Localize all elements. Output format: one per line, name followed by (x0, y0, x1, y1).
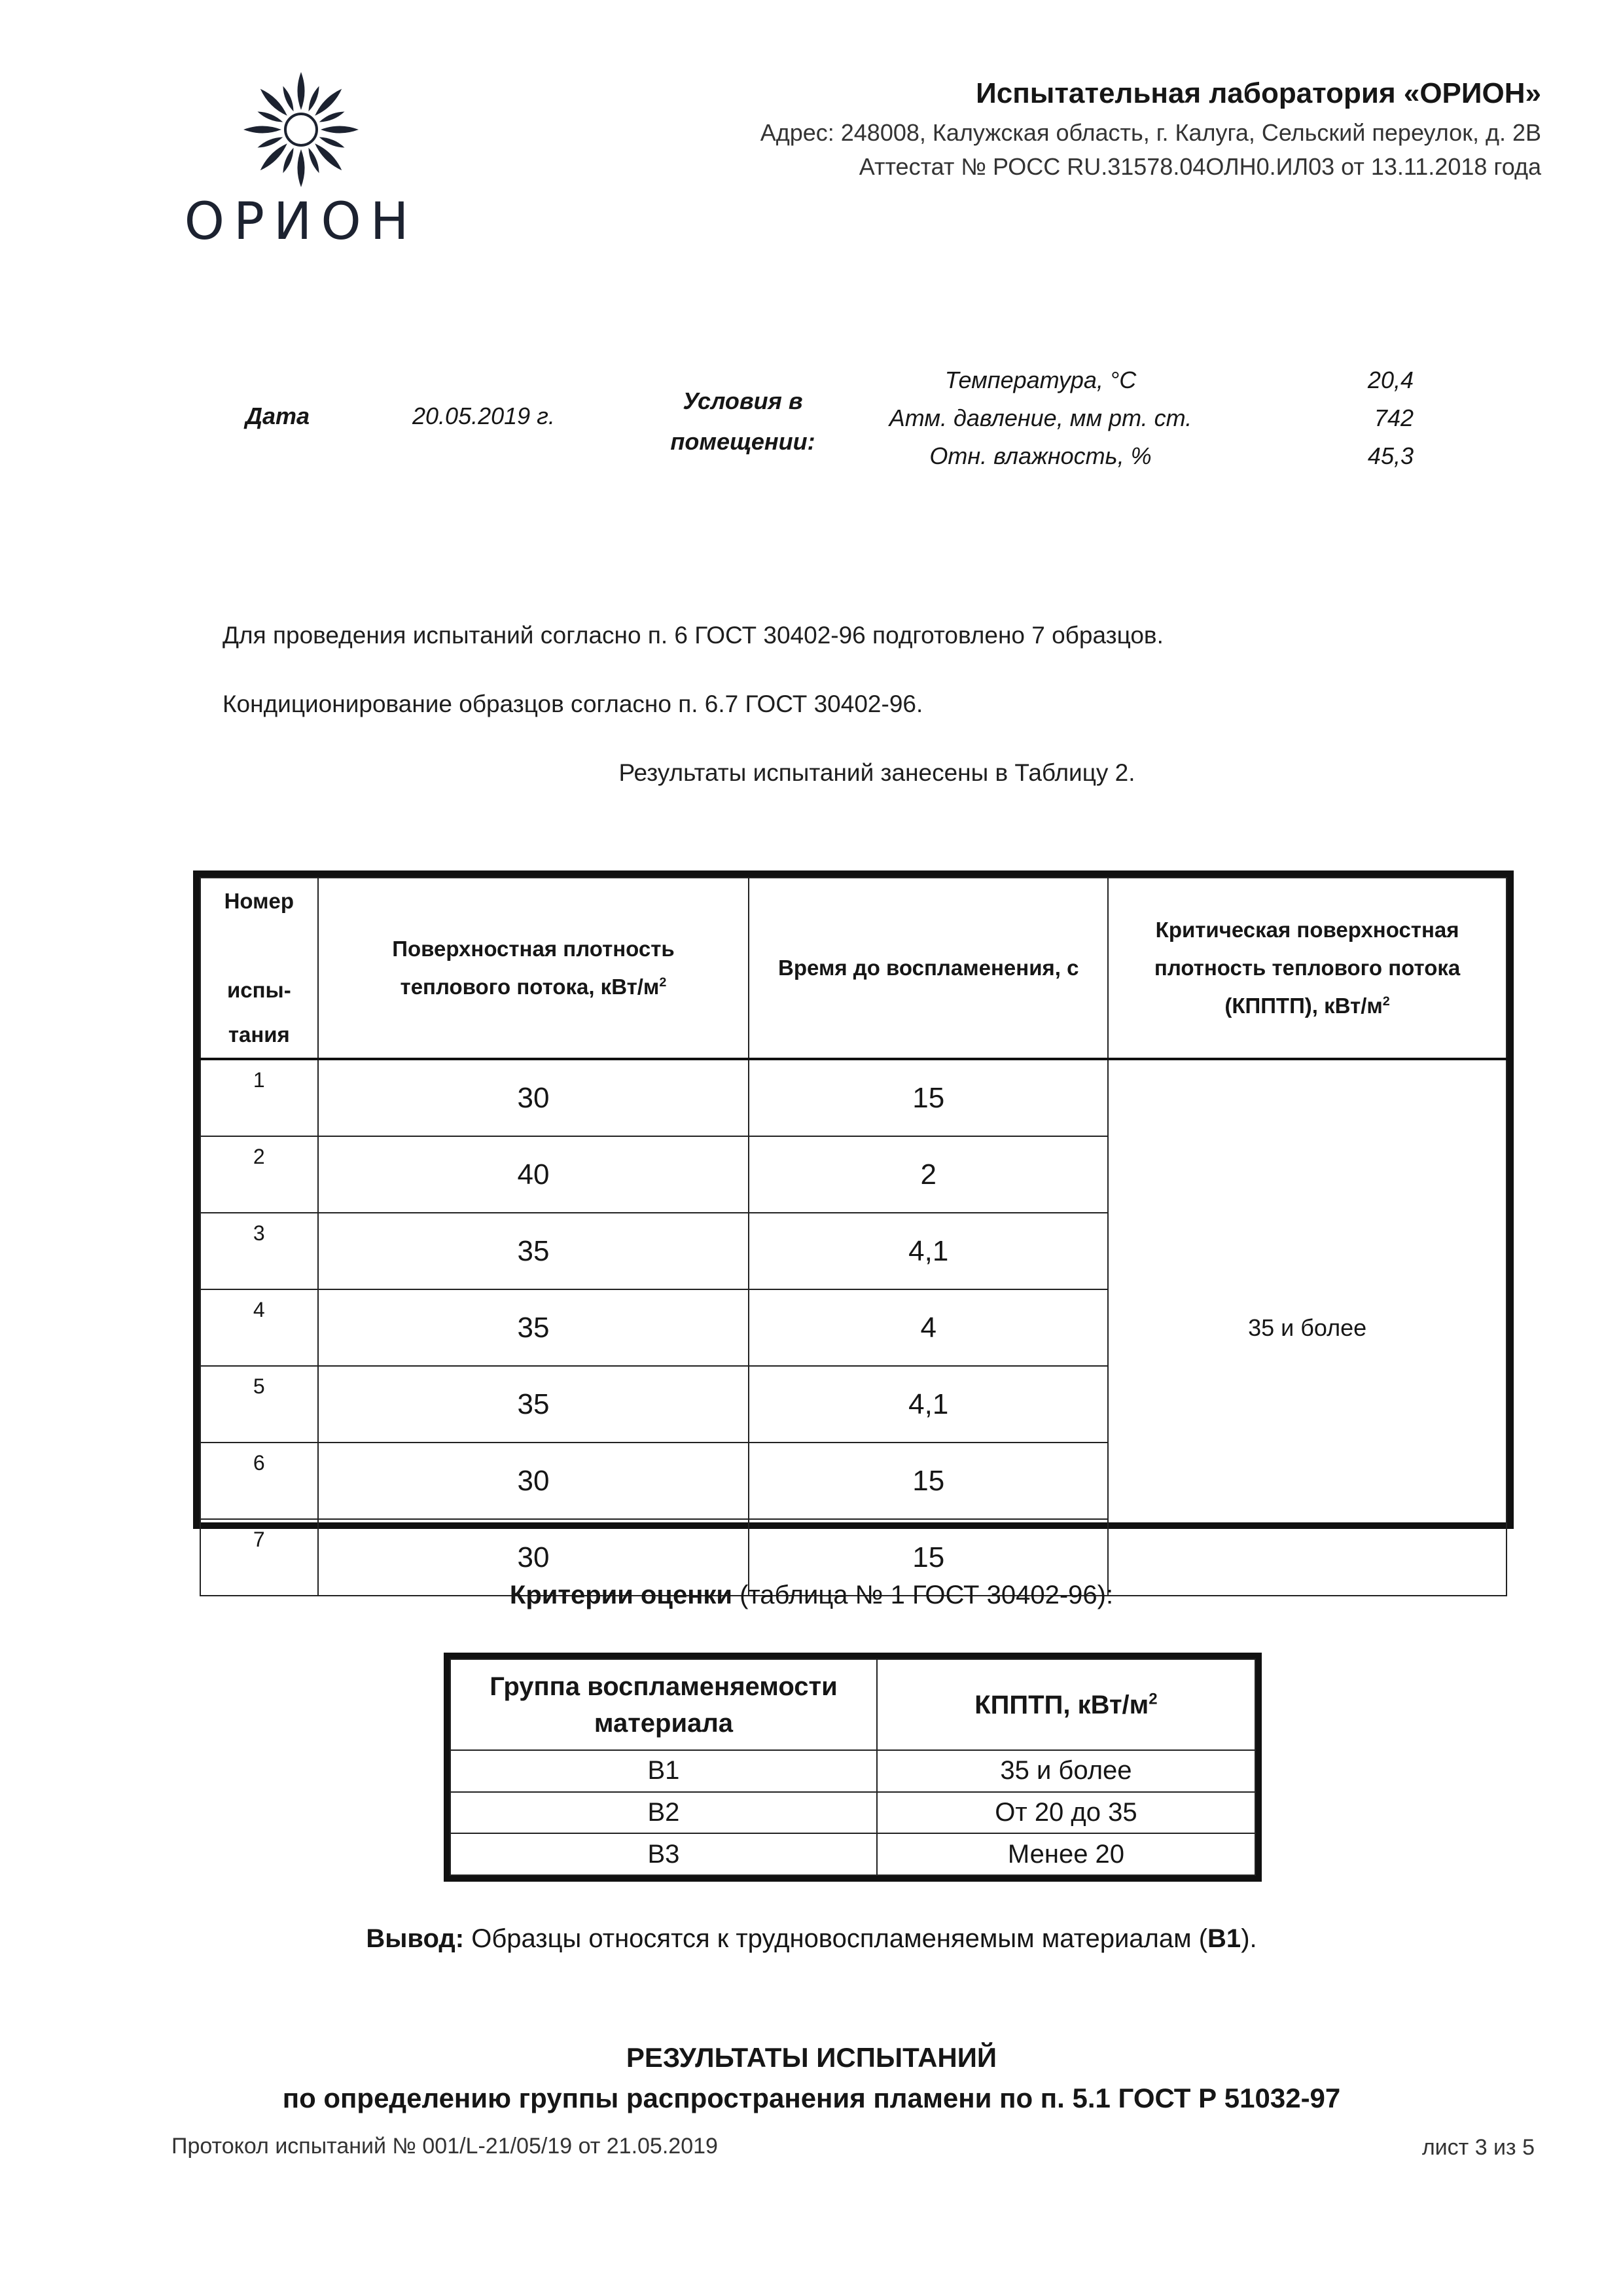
kpptp-cell: От 20 до 35 (877, 1792, 1255, 1834)
ignition-time-cell: 15 (749, 1519, 1108, 1596)
humidity-value: 45,3 (1367, 442, 1414, 469)
orion-logo (177, 72, 425, 249)
ignition-time-cell: 15 (749, 1443, 1108, 1519)
test-number-cell: 5 (200, 1366, 318, 1443)
test-number-cell: 6 (200, 1443, 318, 1519)
test-number-cell: 4 (200, 1289, 318, 1366)
logo-petal (243, 126, 281, 134)
heat-flux-cell: 30 (318, 1443, 749, 1519)
ignition-time-cell: 4,1 (749, 1213, 1108, 1289)
lab-certificate: Аттестат № РОСС RU.31578.04ОЛН0.ИЛ03 от 13.11.2018 года (859, 153, 1541, 180)
header-critical-density: Критическая поверхностная плотность теплового потока (КППТП), кВт/$м^2$ (1108, 878, 1507, 1059)
samples-prepared-text: Для проведения испытаний согласно п. 6 ГОСТ 30402-96 подготовлено 7 образцов. (223, 622, 1164, 649)
ignition-time-cell: 4,1 (749, 1366, 1108, 1443)
ignition-time-cell: 15 (749, 1059, 1108, 1136)
header-ignition-time: Время до воспламенения, с (749, 878, 1108, 1059)
page-number: лист 3 из 5 (1421, 2135, 1535, 2160)
header-test-number: Номер испы- тания (200, 878, 318, 1059)
criteria-table (444, 1653, 1262, 1882)
criteria-title: Критерии оценки (таблица № 1 ГОСТ 30402-96): (509, 1581, 1114, 1609)
critical-density-cell: 35 и более (1108, 1059, 1507, 1596)
date-value: 20.05.2019 г. (412, 403, 555, 429)
ignition-time-cell: 4 (749, 1289, 1108, 1366)
section-subtitle: по определению группы распространения пламени по п. 5.1 ГОСТ Р 51032-97 (282, 2083, 1341, 2113)
kpptp-cell: Менее 20 (877, 1833, 1255, 1875)
results-table (193, 870, 1514, 1573)
test-number-cell: 2 (200, 1136, 318, 1213)
test-number-cell: 1 (200, 1059, 318, 1136)
pressure-value: 742 (1374, 404, 1414, 431)
heat-flux-cell: 35 (318, 1366, 749, 1443)
test-number-cell: 3 (200, 1213, 318, 1289)
humidity-label: Отн. влажность, % (929, 442, 1152, 469)
group-cell: В2 (450, 1792, 877, 1834)
criteria-header-row (450, 1659, 1255, 1750)
heat-flux-cell: 30 (318, 1059, 749, 1136)
test-number-cell: 7 (200, 1519, 318, 1596)
results-header-row (200, 878, 1507, 1059)
kpptp-cell: 35 и более (877, 1750, 1255, 1792)
protocol-footer: Протокол испытаний № 001/L-21/05/19 от 21.05.2019 (171, 2134, 718, 2159)
logo-petal (298, 149, 305, 187)
date-label: Дата (245, 403, 310, 429)
criteria-row (450, 1833, 1255, 1875)
section-title: РЕЗУЛЬТАТЫ ИСПЫТАНИЙ (626, 2042, 997, 2073)
results-note-text: Результаты испытаний занесены в Таблицу 2. (618, 759, 1135, 786)
lab-title: Испытательная лаборатория «ОРИОН» (976, 77, 1541, 109)
heat-flux-cell: 40 (318, 1136, 749, 1213)
temperature-label: Температура, °С (944, 367, 1137, 393)
header-heat-flux-density: Поверхностная плотность теплового потока, кВт/$м^2$ (318, 878, 749, 1059)
results-row (200, 1059, 1507, 1136)
group-cell: В3 (450, 1833, 877, 1875)
sun-flower-icon (177, 72, 425, 249)
conclusion: Вывод: Образцы относятся к трудновоспламеняемым материалам (В1). (366, 1924, 1257, 1953)
ignition-time-cell: 2 (749, 1136, 1108, 1213)
heat-flux-cell: 35 (318, 1289, 749, 1366)
temperature-value: 20,4 (1367, 367, 1414, 393)
heat-flux-cell: 35 (318, 1213, 749, 1289)
heat-flux-cell: 30 (318, 1519, 749, 1596)
logo-petal (321, 126, 359, 134)
logo-petal (298, 72, 305, 110)
lab-address: Адрес: 248008, Калужская область, г. Калуга, Сельский переулок, д. 2В (760, 119, 1541, 146)
header-kpptp: КППТП, кВт/$м^2$ (877, 1659, 1255, 1750)
header-flammability-group: Группа воспламеняемости материала (450, 1659, 877, 1750)
criteria-row (450, 1750, 1255, 1792)
pressure-label: Атм. давление, мм рт. ст. (889, 404, 1192, 431)
group-cell: В1 (450, 1750, 877, 1792)
logo-text: ОРИОН (184, 192, 418, 249)
criteria-row (450, 1792, 1255, 1834)
conditioning-text: Кондиционирование образцов согласно п. 6.7 ГОСТ 30402-96. (223, 691, 923, 717)
room-conditions-label: Условия в помещении: (670, 387, 815, 455)
